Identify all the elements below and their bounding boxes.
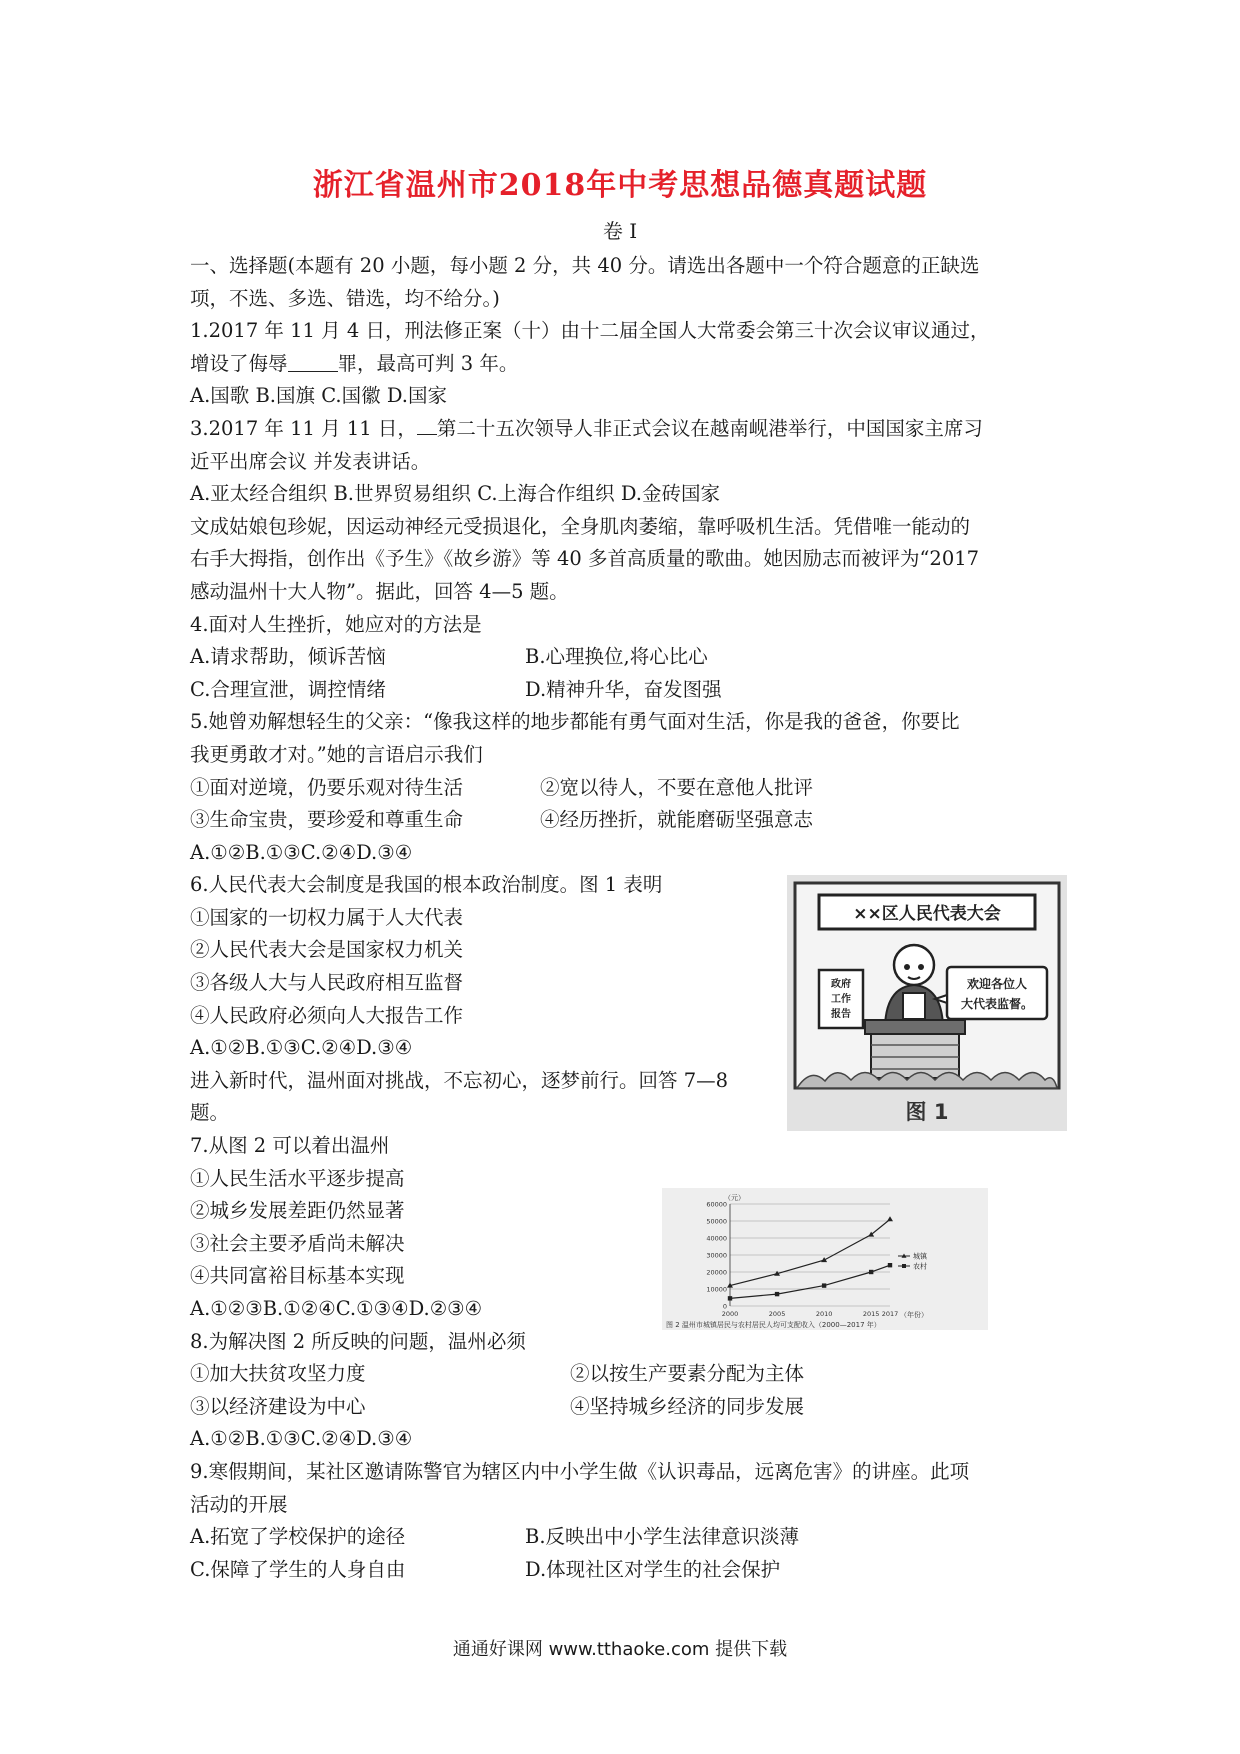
- legend-label: 城镇: [913, 1252, 927, 1261]
- speech-line-2: 大代表监督。: [960, 997, 1034, 1011]
- option-b: B.反映出中小学生法律意识淡薄: [525, 1525, 800, 1549]
- banner-text: ××区人民代表大会: [853, 904, 1001, 924]
- statement-1: ①人民生活水平逐步提高: [190, 1166, 405, 1190]
- option-a: A.拓宽了学校保护的途径: [190, 1525, 406, 1549]
- statement-1: ①面对逆境，仍要乐观对待生活: [190, 775, 464, 799]
- data-point: [869, 1270, 873, 1274]
- statement-3: ③社会主要矛盾尚未解决: [190, 1231, 405, 1255]
- y-tick-label: 50000: [706, 1217, 727, 1226]
- x-tick-label: 2017: [881, 1310, 899, 1318]
- legend-label: 农村: [913, 1262, 927, 1271]
- q5-statements-row2: [190, 804, 1070, 837]
- q9-line1: 9.寒假期间，某社区邀请陈警官为辖区内中小学生做《认识毒品，远离危害》的讲座。此项: [190, 1459, 970, 1483]
- statement-1: ①加大扶贫攻坚力度: [190, 1362, 366, 1386]
- statement-2: ②宽以待人，不要在意他人批评: [540, 775, 814, 799]
- q8-options: A.①②B.①③C.②④D.③④: [190, 1427, 413, 1451]
- data-point: [728, 1296, 732, 1300]
- statement-3: ③以经济建设为中心: [190, 1394, 366, 1418]
- x-tick-label: 2010: [815, 1310, 833, 1318]
- q9-options-row2: [190, 1554, 1070, 1587]
- x-tick-label: 2000: [721, 1310, 739, 1318]
- q1-line2: 增设了侮辱 罪，最高可判 3 年。: [190, 351, 519, 375]
- passage-line: 文成姑娘包珍妮，因运动神经元受损退化，全身肌肉萎缩，靠呼吸机生活。凭借唯一能动的: [190, 514, 971, 538]
- q7-options: A.①②③B.①②④C.①③④D.②③④: [190, 1297, 483, 1320]
- y-tick-label: 0: [722, 1302, 727, 1311]
- q4-options-row2: [190, 674, 1070, 707]
- statement-1: ①国家的一切权力属于人大代表: [190, 905, 464, 929]
- intro-line: 项，不选、多选、错选，均不给分。): [190, 286, 500, 310]
- q7-stem: 7.从图 2 可以着出温州: [190, 1134, 390, 1158]
- speech-bubble: [947, 967, 1047, 1019]
- q4-stem: 4.面对人生挫折，她应对的方法是: [190, 612, 482, 636]
- passage-line: 题。: [190, 1101, 230, 1125]
- answer-blank: [417, 433, 437, 435]
- statement-4: ④经历挫折，就能磨砺坚强意志: [540, 808, 814, 832]
- y-tick-label: 40000: [706, 1234, 727, 1243]
- passage-line: 进入新时代，温州面对挑战，不忘初心，逐梦前行。回答 7—8: [190, 1068, 729, 1092]
- data-point: [775, 1292, 779, 1296]
- q5-statements-row1: [190, 772, 1070, 805]
- data-point: [822, 1283, 826, 1287]
- intro-line: 一、选择题(本题有 20 小题，每小题 2 分，共 40 分。请选出各题中一个符合题意的正缺选: [190, 254, 980, 277]
- speech-line-1: 欢迎各位人: [966, 977, 1028, 991]
- q6-stem: 6.人民代表大会制度是我国的根本政治制度。图 1 表明: [190, 873, 663, 897]
- passage-line: 感动温州十大人物”。据此，回答 4—5 题。: [190, 579, 569, 603]
- option-c: C.保障了学生的人身自由: [190, 1557, 406, 1581]
- q9-line2: 活动的开展: [190, 1492, 288, 1516]
- q3-options: A.亚太经合组织 B.世界贸易组织 C.上海合作组织 D.金砖国家: [190, 482, 720, 506]
- section-label: 卷 I: [602, 219, 638, 243]
- option-d: D.体现社区对学生的社会保护: [525, 1557, 781, 1581]
- statement-2: ②城乡发展差距仍然显著: [190, 1199, 405, 1223]
- y-axis-label: （元）: [724, 1194, 745, 1202]
- q8-statements-row1: [190, 1358, 1070, 1391]
- option-c: C.合理宣泄，调控情绪: [190, 677, 386, 701]
- option-b: B.心理换位,将心比心: [525, 645, 708, 669]
- q5-line1: 5.她曾劝解想轻生的父亲：“像我这样的地步都能有勇气面对生活，你是我的爸爸，你要比: [190, 710, 960, 734]
- data-point: [888, 1263, 892, 1267]
- q4-options-row1: [190, 641, 1070, 674]
- figure-1: [787, 875, 1067, 1131]
- y-tick-label: 20000: [706, 1268, 727, 1277]
- option-a: A.请求帮助，倾诉苦恼: [190, 645, 386, 669]
- figure-1-illustration: [787, 875, 1067, 1131]
- answer-blank: [288, 370, 338, 372]
- x-axis-label: （年份）: [900, 1311, 928, 1319]
- document-title: 浙江省温州市2018年中考思想品德真题试题: [312, 168, 928, 203]
- y-tick-label: 10000: [706, 1285, 727, 1294]
- q1-line1: 1.2017 年 11 月 4 日，刑法修正案（十）由十二届全国人大常委会第三十次会议审议通过，: [190, 319, 990, 343]
- q6-options: A.①②B.①③C.②④D.③④: [190, 1036, 413, 1060]
- statement-4: ④坚持城乡经济的同步发展: [570, 1394, 805, 1418]
- x-tick-label: 2015: [862, 1310, 880, 1318]
- q1-options: A.国歌 B.国旗 C.国徽 D.国家: [190, 384, 447, 408]
- statement-4: ④人民政府必须向人大报告工作: [190, 1003, 464, 1027]
- q8-stem: 8.为解决图 2 所反映的问题，温州必须: [190, 1329, 526, 1353]
- figure-2: [662, 1188, 988, 1330]
- svg-text:工作: 工作: [831, 994, 851, 1005]
- figure-1-caption: 图 1: [905, 1100, 949, 1124]
- legend-marker: [902, 1264, 906, 1268]
- statement-3: ③各级人大与人民政府相互监督: [190, 971, 464, 995]
- statement-3: ③生命宝贵，要珍爱和尊重生命: [190, 808, 464, 832]
- statement-2: ②人民代表大会是国家权力机关: [190, 938, 464, 962]
- q3-line1: 3.2017 年 11 月 11 日， 第二十五次领导人非正式会议在越南岘港举行，中国国家主席习: [190, 416, 983, 440]
- y-tick-label: 30000: [706, 1251, 727, 1260]
- q8-statements-row2: [190, 1391, 1070, 1424]
- figure-2-caption: 图 2 温州市城镇居民与农村居民人均可支配收入（2000—2017 年）: [666, 1321, 881, 1329]
- income-chart: [662, 1188, 988, 1330]
- q5-options: A.①②B.①③C.②④D.③④: [190, 840, 413, 864]
- q9-options-row1: [190, 1521, 1070, 1554]
- statement-4: ④共同富裕目标基本实现: [190, 1264, 405, 1288]
- footer-credit: 通通好课网 www.tthaoke.com 提供下载: [452, 1639, 788, 1660]
- x-tick-label: 2005: [768, 1310, 786, 1318]
- svg-text:报告: 报告: [831, 1009, 851, 1020]
- report-paper: [903, 993, 925, 1019]
- passage-line: 右手大拇指，创作出《予生》《故乡游》等 40 多首高质量的歌曲。她因励志而被评为“2017: [190, 547, 980, 571]
- statement-2: ②以按生产要素分配为主体: [570, 1362, 805, 1386]
- q3-line2: 近平出席会议 并发表讲话。: [190, 449, 431, 473]
- option-d: D.精神升华，奋发图强: [525, 677, 722, 701]
- y-tick-label: 60000: [706, 1200, 727, 1209]
- podium: [871, 1034, 959, 1078]
- svg-text:政府: 政府: [831, 979, 851, 990]
- q5-line2: 我更勇敢才对。”她的言语启示我们: [190, 742, 483, 766]
